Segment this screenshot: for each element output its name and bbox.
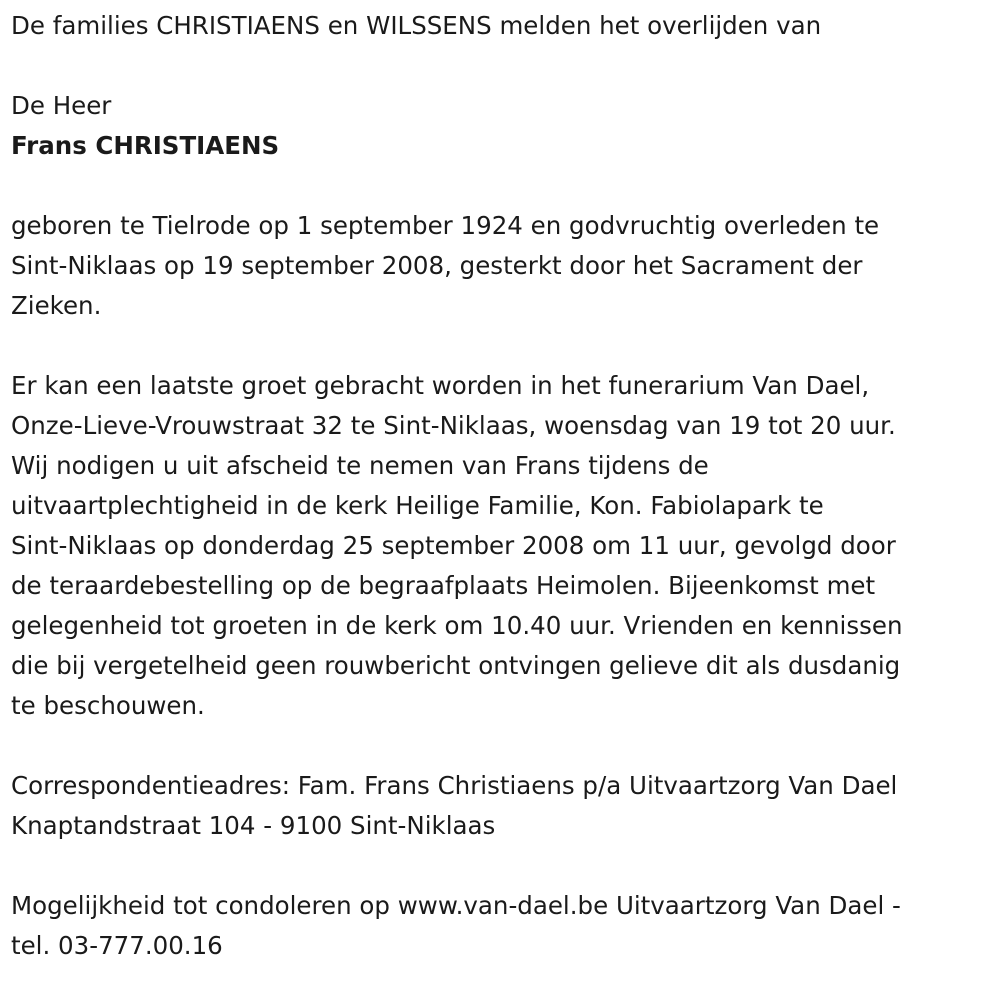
paragraph-line: Zieken. [11, 291, 102, 320]
contact-line: tel. 03-777.00.16 [11, 931, 223, 960]
deceased-name: Frans CHRISTIAENS [11, 131, 280, 160]
paragraph-line: geboren te Tielrode op 1 september 1924 en godvruchtig overleden te [11, 211, 880, 240]
condolence-contact [11, 886, 991, 966]
paragraph-line: de teraardebestelling op de begraafplaats Heimolen. Bijeenkomst met [11, 571, 876, 600]
paragraph-line: Sint-Niklaas op 19 september 2008, gesterkt door het Sacrament der [11, 251, 863, 280]
address-line: Correspondentieadres: Fam. Frans Christiaens p/a Uitvaartzorg Van Dael [11, 771, 898, 800]
paragraph-line: gelegenheid tot groeten in de kerk om 10.40 uur. Vrienden en kennissen [11, 611, 903, 640]
ceremony-paragraph [11, 366, 991, 726]
salutation: De Heer [11, 91, 112, 120]
paragraph-line: die bij vergetelheid geen rouwbericht ontvingen gelieve dit als dusdanig [11, 651, 901, 680]
address-line: Knaptandstraat 104 - 9100 Sint-Niklaas [11, 811, 496, 840]
paragraph-line: Sint-Niklaas op donderdag 25 september 2008 om 11 uur, gevolgd door [11, 531, 896, 560]
death-announcement [11, 6, 991, 966]
birth-death-paragraph [11, 206, 991, 326]
paragraph-line: te beschouwen. [11, 691, 205, 720]
paragraph-line: Er kan een laatste groet gebracht worden in het funerarium Van Dael, [11, 371, 870, 400]
paragraph-line: Onze-Lieve-Vrouwstraat 32 te Sint-Niklaas, woensdag van 19 tot 20 uur. [11, 411, 896, 440]
correspondence-address [11, 766, 991, 846]
intro-line: De families CHRISTIAENS en WILSSENS melden het overlijden van [11, 11, 822, 40]
contact-line: Mogelijkheid tot condoleren op www.van-dael.be Uitvaartzorg Van Dael - [11, 891, 901, 920]
paragraph-line: Wij nodigen u uit afscheid te nemen van Frans tijdens de [11, 451, 709, 480]
paragraph-line: uitvaartplechtigheid in de kerk Heilige Familie, Kon. Fabiolapark te [11, 491, 824, 520]
